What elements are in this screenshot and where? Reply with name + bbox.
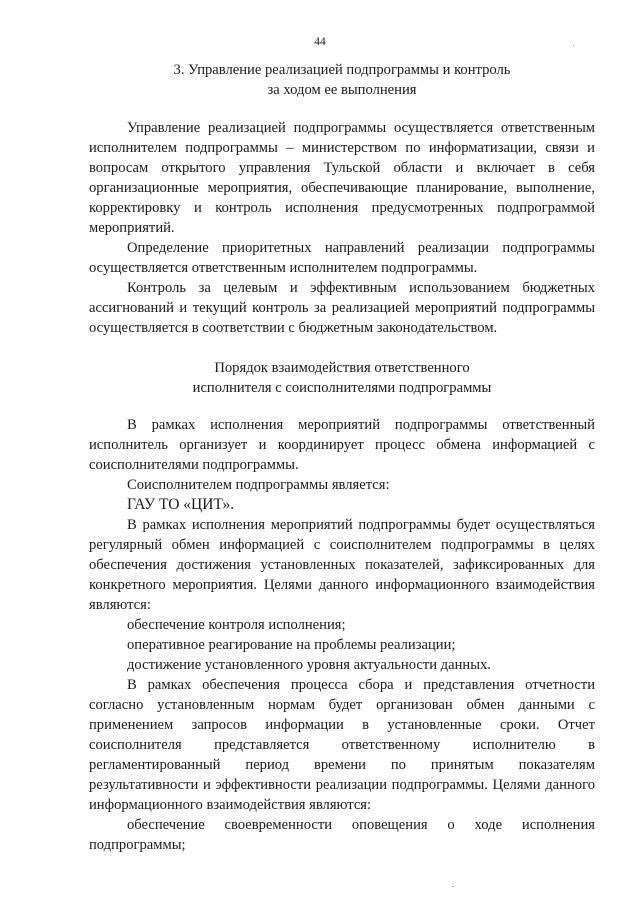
section-heading-line-2: за ходом ее выполнения: [267, 82, 417, 98]
goal-item: обеспечение контроля исполнения;: [127, 617, 346, 633]
management-paragraph: Управление реализацией подпрограммы осуществляется ответственным исполнителем подпрограммы – министерством по информатизации, связи и вопросам открытого управления Тульской области и включает в себя организационные мероприятия, обеспечивающие планирование, выполнение, корректировку и контроль исполнения предусмотренных подпрограммой мероприятий.: [89, 120, 595, 236]
goal-item: оперативное реагирование на проблемы реализации;: [127, 637, 456, 653]
section-heading: [89, 60, 595, 100]
page-number: 44: [314, 36, 326, 48]
exchange-paragraph: В рамках исполнения мероприятий подпрограммы будет осуществляться регулярный обмен информацией с соисполнителем подпрограммы в целях обеспечения достижения установленных показателей, зафиксированных для конкретного мероприятия. Целями данного информационного взаимодействия являются:: [89, 517, 595, 613]
page-content: [89, 60, 595, 855]
reporting-goal-item: обеспечение своевременности оповещения о ходе исполнения подпрограммы;: [89, 817, 595, 853]
coexecutor-name: ГАУ ТО «ЦИТ».: [127, 496, 235, 513]
reporting-paragraph: В рамках обеспечения процесса сбора и представления отчетности согласно установленным нормам будет организован обмен данными с применением запросов информации в установленные сроки. Отчет соисполнителя представляется ответственному исполнителю в регламентированный период времени по принятым показателям результативности и эффективности реализации подпрограммы. Целями данного информационного взаимодействия являются:: [89, 677, 595, 813]
scan-speck: [573, 45, 574, 46]
scan-speck: [452, 886, 454, 887]
goal-item: достижение установленного уровня актуальности данных.: [127, 657, 491, 673]
subsection-heading: [89, 358, 595, 398]
section-heading-line-1: 3. Управление реализацией подпрограммы и контроль: [173, 62, 511, 78]
coexecutor-label: Соисполнителем подпрограммы является:: [127, 477, 390, 493]
interaction-intro-paragraph: В рамках исполнения мероприятий подпрограммы ответственный исполнитель организует и координирует процесс обмена информацией с соисполнителями подпрограммы.: [89, 417, 595, 473]
subsection-heading-line-1: Порядок взаимодействия ответственного: [214, 360, 470, 376]
priorities-paragraph: Определение приоритетных направлений реализации подпрограммы осуществляется ответственным исполнителем подпрограммы.: [89, 240, 595, 276]
subsection-heading-line-2: исполнителя с соисполнителями подпрограммы: [192, 380, 492, 396]
control-paragraph: Контроль за целевым и эффективным использованием бюджетных ассигнований и текущий контроль за реализацией мероприятий подпрограммы осуществляется в соответствии с бюджетным законодательством.: [89, 280, 595, 336]
